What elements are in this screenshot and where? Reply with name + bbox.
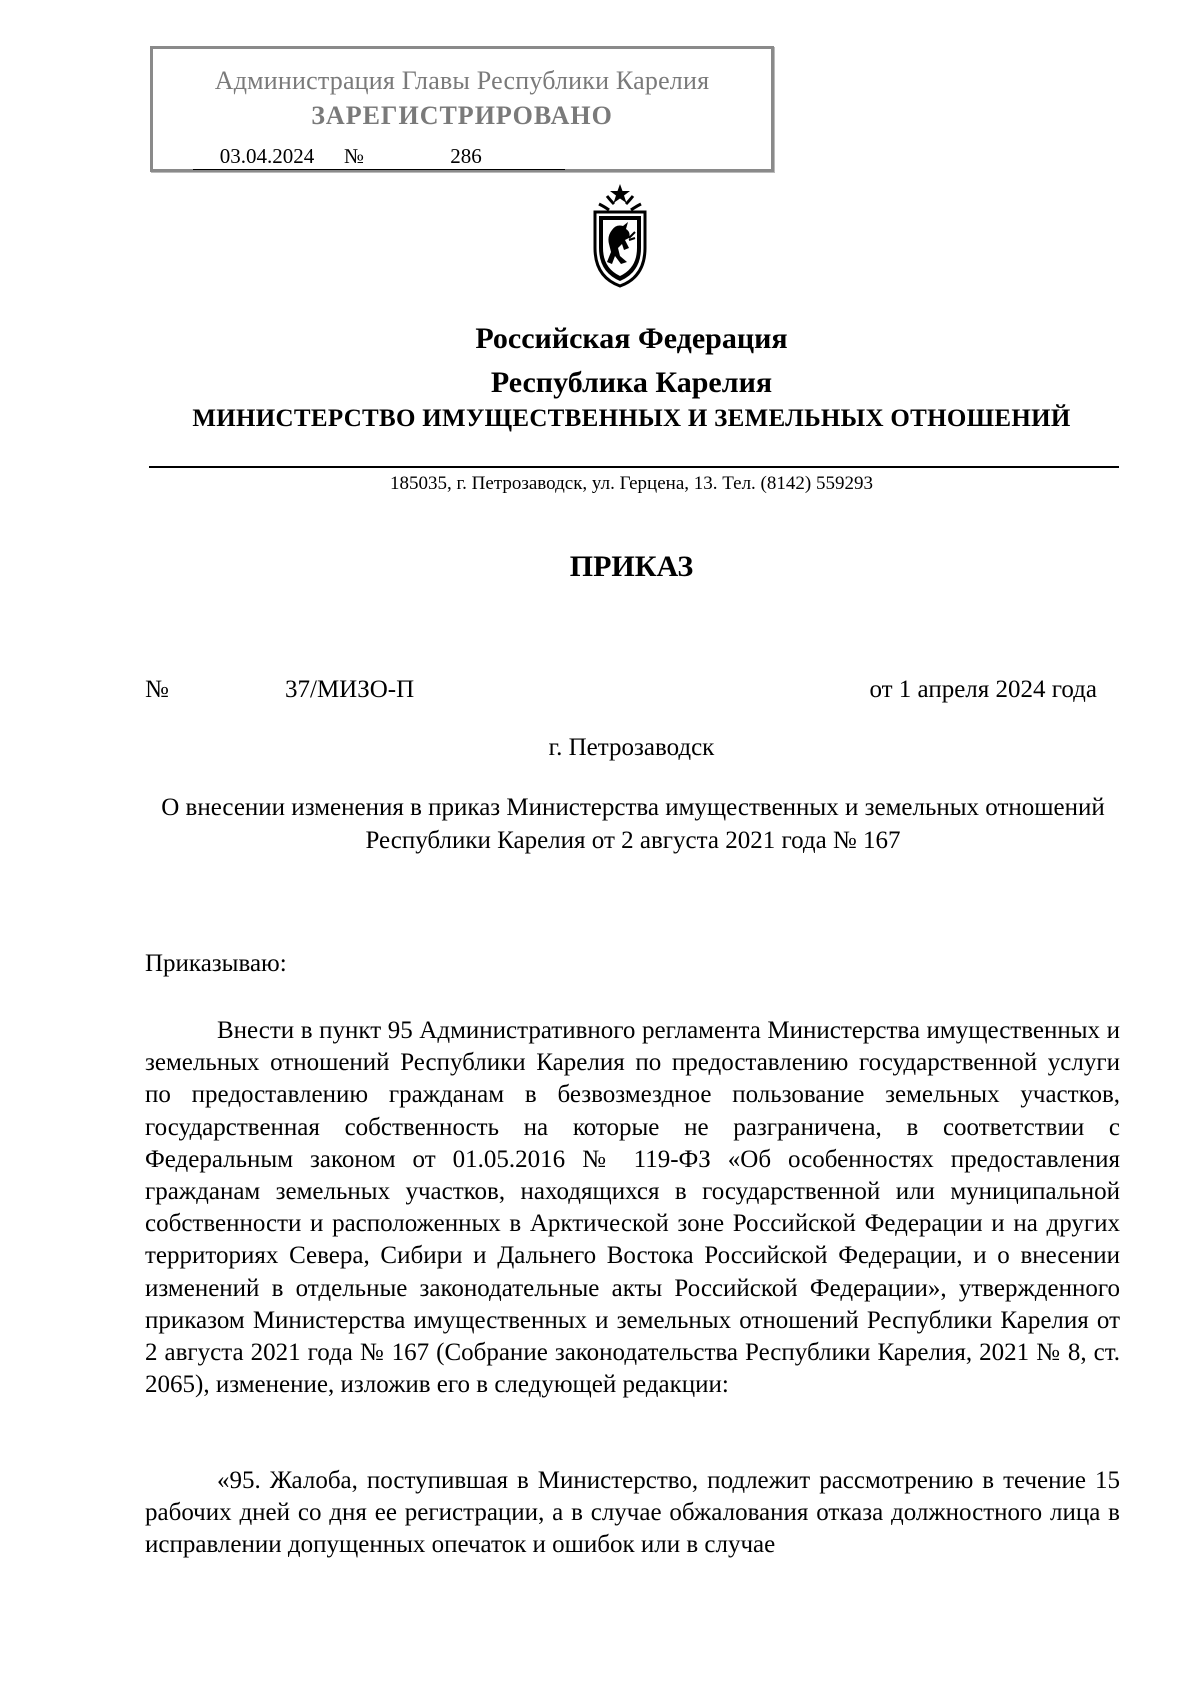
document-number: 37/МИЗО-П [285, 676, 415, 703]
document-number-label: № [145, 676, 169, 703]
header-country: Российская Федерация [475, 322, 788, 355]
document-city: г. Петрозаводск [548, 734, 715, 761]
stamp-date: 03.04.2024 [193, 144, 341, 170]
karelia-coat-of-arms-emblem [585, 182, 655, 290]
body-paragraph-1: Внести в пункт 95 Административного регламента Министерства имущественных и земельных отношений Республики Карелия по предоставлению государственной услуги по предоставлению гражданам в безвозмездное пользование земельных участков, государственная собственность на которые не разграничена, в соответствии с Федеральным законом от 01.05.2016 № 119-ФЗ «Об особенностях предоставления гражданам земельных участков, находящихся в государственной или муниципальной собственности и расположенных в Арктической зоне Российской Федерации и на других территориях Севера, Сибири и Дальнего Востока Российской Федерации, и о внесении изменений в отдельные законодательные акты Российской Федерации», утвержденного приказом Министерства имущественных и земельных отношений Республики Карелия от 2 августа 2021 года № 167 (Собрание законодательства Республики Карелия, 2021 № 8, ст. 2065), изменение, изложив его в следующей редакции: [145, 1017, 1120, 1399]
order-word: Приказываю: [145, 950, 287, 977]
stamp-number: 286 [367, 144, 565, 170]
header-region: Республика Карелия [490, 366, 773, 399]
header-divider [149, 466, 1119, 468]
stamp-issuer: Администрация Главы Республики Карелия [214, 66, 710, 95]
registration-stamp [150, 46, 774, 172]
stamp-status: ЗАРЕГИСТРИРОВАНО [311, 101, 613, 130]
header-address: 185035, г. Петрозаводск, ул. Герцена, 13. Тел. (8142) 559293 [390, 473, 873, 494]
document-date: от 1 апреля 2024 года [869, 676, 1097, 703]
document-subject: О внесении изменения в приказ Министерства имущественных и земельных отношений Республики Карелия от 2 августа 2021 года № 167 [161, 794, 1105, 854]
stamp-registration-line [193, 144, 565, 170]
body-paragraph-2: «95. Жалоба, поступившая в Министерство, подлежит рассмотрению в течение 15 рабочих дней со дня ее регистрации, а в случае обжалования отказа должностного лица в исправлении допущенных опечаток и ошибок или в случае [145, 1467, 1120, 1559]
document-type-title: ПРИКАЗ [569, 550, 694, 583]
stamp-number-label: № [341, 144, 367, 170]
header-ministry: МИНИСТЕРСТВО ИМУЩЕСТВЕННЫХ И ЗЕМЕЛЬНЫХ ОТНОШЕНИЙ [192, 405, 1071, 432]
